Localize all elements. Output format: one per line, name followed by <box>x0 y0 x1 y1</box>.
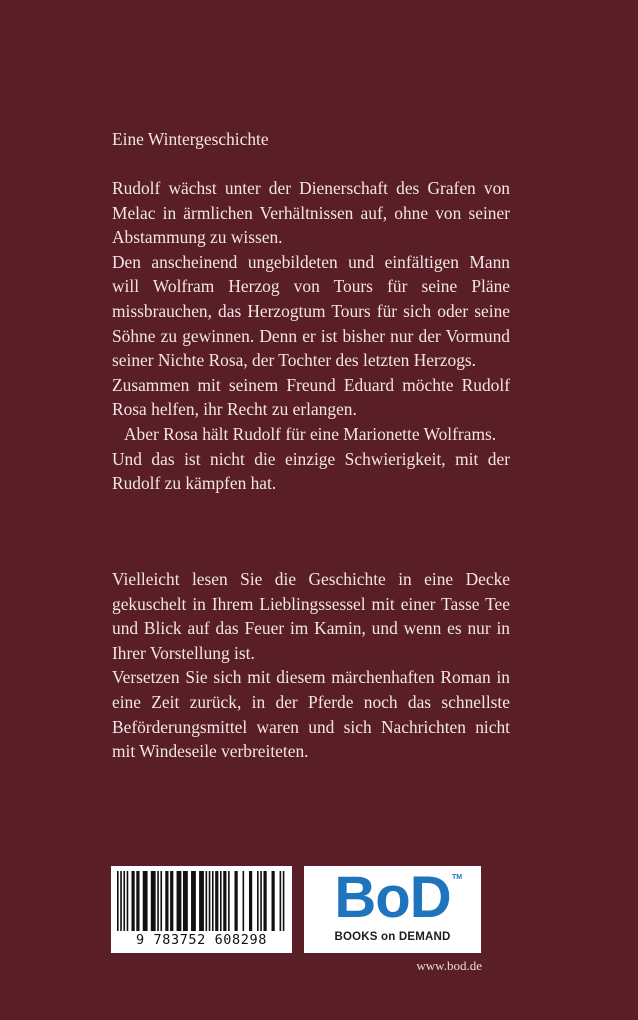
barcode-bar <box>260 871 262 931</box>
publisher-tagline: BOOKS on DEMAND <box>334 931 451 943</box>
barcode-bar <box>160 871 162 931</box>
barcode-bar <box>165 871 168 931</box>
publisher-logo <box>304 866 481 953</box>
barcode-bar <box>249 871 252 931</box>
publisher-url[interactable]: www.bod.de <box>416 958 482 973</box>
invitation-paragraph: Versetzen Sie sich mit diesem märchenhaften Roman in eine Zeit zurück, in der Pferde noch das schnellste Beförderungsmittel waren und sich Nachrichten nicht mit Windeseile verbreiteten. <box>112 667 510 762</box>
barcode-bar <box>151 871 156 931</box>
barcode-bar <box>123 871 125 931</box>
barcode-bar <box>131 871 134 931</box>
barcode-bar <box>170 871 173 931</box>
blurb-paragraph: Aber Rosa hält Rudolf für eine Marionette Wolframs. <box>124 423 497 444</box>
barcode-bar <box>257 871 259 931</box>
barcode-bar <box>177 871 182 931</box>
barcode-bar <box>209 871 211 931</box>
barcode-bar <box>117 871 119 931</box>
barcode-bar <box>199 871 204 931</box>
isbn-number: 9 783752 608298 <box>136 932 267 948</box>
subtitle-text: Eine Wintergeschichte <box>112 129 269 149</box>
barcode-bar <box>157 871 159 931</box>
barcode-bar <box>215 871 218 931</box>
barcode-bar <box>235 871 238 931</box>
barcode-bar <box>228 871 230 931</box>
invitation <box>112 567 510 764</box>
barcode-bar <box>120 871 122 931</box>
barcode-bar <box>212 871 214 931</box>
barcode-bar <box>191 871 196 931</box>
barcode-bar <box>206 871 208 931</box>
barcode-bar <box>263 871 266 931</box>
isbn-barcode <box>111 866 292 953</box>
trademark-mark: TM <box>452 874 463 881</box>
barcode-bar <box>143 871 148 931</box>
barcode-bar <box>243 871 245 931</box>
blurb <box>112 176 510 496</box>
barcode-bar <box>220 871 222 931</box>
barcode-bar <box>183 871 188 931</box>
barcode-bars <box>117 871 286 931</box>
barcode-bar <box>272 871 275 931</box>
barcode-bar <box>283 871 285 931</box>
barcode-bar <box>127 871 129 931</box>
bod-logo-text: BoD <box>334 865 451 930</box>
subtitle <box>112 127 510 152</box>
blurb-paragraph: Rudolf wächst unter der Dienerschaft des Grafen von Melac in ärmlichen Verhältnissen auf, ohne von seiner Abstammung zu wissen. <box>112 178 510 248</box>
blurb-paragraph: Und das ist nicht die einzige Schwierigkeit, mit der Rudolf zu kämpfen hat. <box>112 448 510 494</box>
barcode-bar <box>136 871 139 931</box>
blurb-paragraph: Den anscheinend ungebildeten und einfältigen Mann will Wolfram Herzog von Tours für seine Pläne missbrauchen, das Herzogtum Tours für sich oder seine Söhne zu gewinnen. Denn er ist bisher nur der Vormund seiner Nichte Rosa, der Tochter des letzten Herzogs. <box>112 251 510 371</box>
blurb-paragraph: Zusammen mit seinem Freund Eduard möchte Rudolf Rosa helfen, ihr Recht zu erlangen. <box>112 374 510 420</box>
barcode-bar <box>280 871 282 931</box>
invitation-paragraph: Vielleicht lesen Sie die Geschichte in eine Decke gekuschelt in Ihrem Lieblingssessel mit einer Tasse Tee und Blick auf das Feuer im Kamin, und wenn es nur in Ihrer Vorstellung ist. <box>112 569 510 663</box>
barcode-bar <box>223 871 226 931</box>
